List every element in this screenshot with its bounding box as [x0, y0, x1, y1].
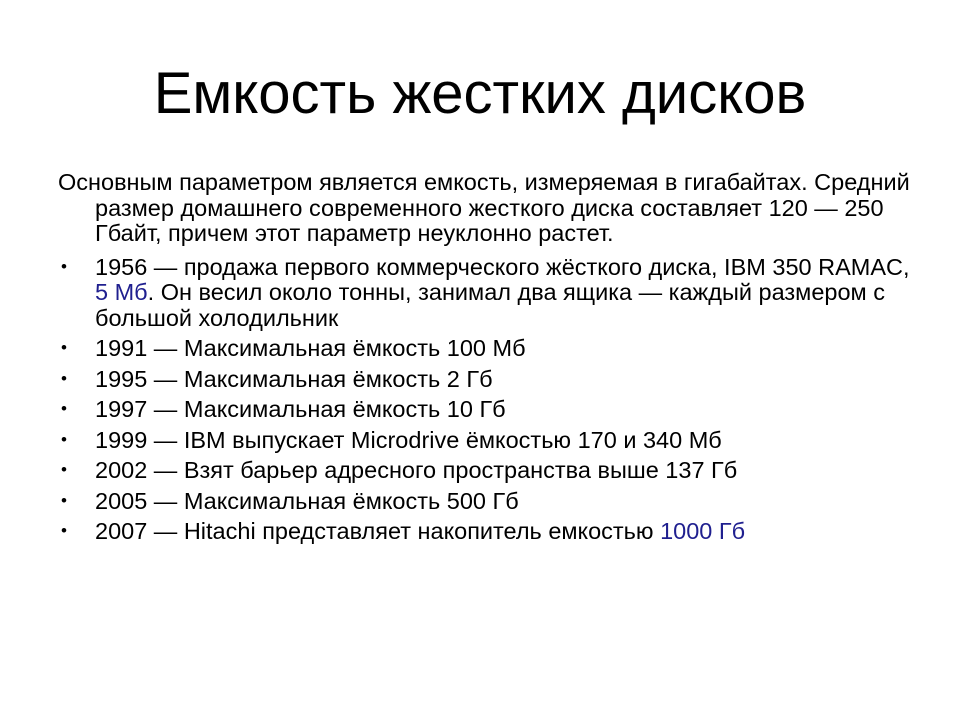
list-item — [58, 397, 918, 423]
bullet-text-tail: . Он весил около тонны, занимал два ящика — каждый размером с большой холодильник — [95, 279, 885, 331]
bullet-icon: • — [61, 338, 67, 357]
list-item — [58, 489, 918, 515]
bullet-icon: • — [61, 399, 67, 418]
bullet-icon: • — [61, 521, 67, 540]
list-item — [58, 519, 918, 545]
bullet-icon: • — [61, 460, 67, 479]
list-item — [58, 367, 918, 393]
bullet-text: 1995 — Максимальная ёмкость 2 Гб — [95, 365, 493, 392]
bullet-icon: • — [61, 368, 67, 388]
intro-paragraph: Основным параметром является емкость, измеряемая в гигабайтах. Средний размер домашнего современного жесткого диска составляет 120 — 250 Гбайт, причем этот параметр неуклонно растет. — [58, 169, 910, 246]
bullet-icon: • — [61, 429, 67, 449]
list-item — [58, 336, 918, 362]
list-item — [58, 428, 918, 454]
bullet-list — [58, 255, 918, 545]
bullet-text: 1991 — Максимальная ёмкость 100 Мб — [95, 335, 526, 361]
bullet-icon: • — [61, 256, 67, 276]
bullet-text: 2007 — Hitachi представляет накопитель емкостью — [95, 518, 661, 544]
slide-title: Емкость жестких дисков — [153, 61, 807, 126]
highlight-text: 1000 Гб — [660, 518, 746, 544]
highlight-text: 5 Мб — [95, 279, 148, 305]
bullet-text: 2002 — Взят барьер адресного пространства выше 137 Гб — [95, 457, 738, 483]
bullet-text: 1999 — IBM выпускает Microdrive ёмкостью 170 и 340 Мб — [95, 426, 722, 453]
slide-body — [58, 170, 918, 550]
bullet-text: 1956 — продажа первого коммерческого жёсткого диска, IBM 350 RAMAC, — [95, 253, 910, 280]
bullet-text: 1997 — Максимальная ёмкость 10 Гб — [95, 396, 506, 422]
bullet-text: 2005 — Максимальная ёмкость 500 Гб — [95, 487, 519, 514]
list-item — [58, 458, 918, 484]
list-item — [58, 255, 918, 332]
bullet-icon: • — [61, 490, 67, 510]
